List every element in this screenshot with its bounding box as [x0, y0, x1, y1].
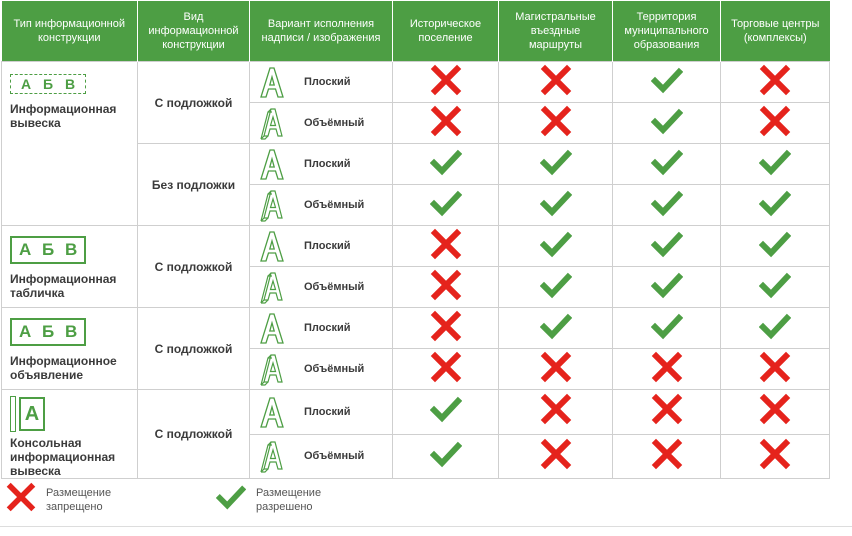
check-icon — [651, 206, 683, 223]
variant-label: Объёмный — [304, 450, 365, 463]
check-icon — [540, 247, 572, 264]
check-icon — [759, 247, 791, 264]
mark-cell — [613, 267, 721, 308]
mark-cell — [499, 349, 613, 390]
cross-icon — [540, 457, 572, 474]
cross-icon — [759, 457, 791, 474]
check-icon — [216, 482, 246, 517]
check-icon — [759, 288, 791, 305]
header-type: Тип информационной конструкции — [2, 1, 138, 62]
letter-a-icon — [258, 311, 286, 345]
cross-icon — [540, 412, 572, 429]
mark-cell — [393, 267, 499, 308]
variant-cell — [250, 62, 393, 103]
header-variant: Вариант исполнения надписи / изображения — [250, 1, 393, 62]
subtype-cell: С подложкой — [138, 226, 250, 308]
mark-cell — [499, 434, 613, 479]
mark-cell — [613, 103, 721, 144]
cross-icon — [430, 124, 462, 141]
check-icon — [651, 83, 683, 100]
letter-a-icon — [258, 147, 286, 181]
variant-cell — [250, 434, 393, 479]
legend-line: разрешено — [256, 500, 313, 513]
mark-cell — [393, 308, 499, 349]
variant-cell — [250, 185, 393, 226]
mark-cell — [721, 390, 830, 435]
mark-cell — [499, 226, 613, 267]
cross-icon — [6, 482, 36, 517]
mark-cell — [613, 308, 721, 349]
header-kind: Вид информационной конструкции — [138, 1, 250, 62]
check-icon — [430, 165, 462, 182]
mark-cell — [393, 103, 499, 144]
type-cell-plate — [2, 226, 138, 308]
console-letter: А — [19, 397, 45, 431]
mark-cell — [499, 185, 613, 226]
cross-icon — [759, 370, 791, 387]
mark-cell — [393, 226, 499, 267]
mark-cell — [613, 226, 721, 267]
variant-cell — [250, 103, 393, 144]
mark-cell — [721, 185, 830, 226]
header-row — [2, 1, 830, 62]
check-icon — [540, 329, 572, 346]
subtype-cell: С подложкой — [138, 308, 250, 390]
mark-cell — [721, 144, 830, 185]
variant-label: Плоский — [304, 76, 351, 88]
check-icon — [430, 206, 462, 223]
mark-cell — [721, 62, 830, 103]
mark-cell — [499, 308, 613, 349]
mark-cell — [499, 267, 613, 308]
variant-label: Объёмный — [304, 363, 365, 375]
check-icon — [540, 165, 572, 182]
legend-text — [256, 486, 321, 514]
type-name: Консольная информационная вывеска — [10, 436, 116, 478]
check-icon — [430, 412, 462, 429]
cross-icon — [651, 412, 683, 429]
mark-cell — [393, 349, 499, 390]
divider — [0, 526, 852, 527]
letter-a-icon — [258, 270, 286, 304]
variant-label: Плоский — [304, 322, 351, 334]
mark-cell — [721, 226, 830, 267]
variant-label: Объёмный — [304, 281, 365, 293]
check-icon — [430, 457, 462, 474]
letter-a-icon — [258, 395, 286, 429]
mark-cell — [499, 62, 613, 103]
check-icon — [540, 288, 572, 305]
mark-cell — [393, 144, 499, 185]
mark-cell — [613, 390, 721, 435]
legend-line: запрещено — [46, 500, 103, 513]
mark-cell — [393, 185, 499, 226]
variant-label: Плоский — [304, 158, 351, 170]
cross-icon — [759, 412, 791, 429]
type-cell-notice — [2, 308, 138, 390]
header-highways: Магистральные въездные маршруты — [499, 1, 613, 62]
console-bracket — [10, 396, 16, 432]
variant-label: Плоский — [304, 405, 351, 418]
mark-cell — [499, 144, 613, 185]
variant-cell — [250, 226, 393, 267]
cross-icon — [430, 329, 462, 346]
cross-icon — [430, 288, 462, 305]
variant-cell — [250, 308, 393, 349]
variant-cell — [250, 267, 393, 308]
placement-table — [1, 1, 830, 479]
check-icon — [759, 329, 791, 346]
check-icon — [651, 288, 683, 305]
mark-cell — [613, 185, 721, 226]
letter-a-icon — [258, 65, 286, 99]
table-row — [2, 308, 830, 349]
subtype-cell: С подложкой — [138, 62, 250, 144]
type-cell-console — [2, 390, 138, 479]
check-icon — [759, 165, 791, 182]
cross-icon — [430, 83, 462, 100]
mark-cell — [721, 349, 830, 390]
notice-logo: А Б В — [10, 318, 86, 346]
header-historic: Историческое поселение — [393, 1, 499, 62]
mark-cell — [393, 390, 499, 435]
type-cell-sign — [2, 62, 138, 226]
variant-cell — [250, 144, 393, 185]
type-name: Информационная табличка — [10, 272, 117, 300]
cross-icon — [430, 247, 462, 264]
cross-icon — [540, 370, 572, 387]
cross-icon — [540, 124, 572, 141]
legend-allowed — [216, 482, 321, 517]
mark-cell — [393, 434, 499, 479]
check-icon — [540, 206, 572, 223]
mark-cell — [721, 103, 830, 144]
header-malls: Торговые центры (комплексы) — [721, 1, 830, 62]
mark-cell — [613, 144, 721, 185]
cross-icon — [651, 457, 683, 474]
type-name: Информационная вывеска — [10, 102, 117, 130]
variant-label: Объёмный — [304, 117, 365, 129]
table-row — [2, 390, 830, 435]
check-icon — [651, 247, 683, 264]
mark-cell — [721, 267, 830, 308]
letter-a-icon — [258, 229, 286, 263]
check-icon — [651, 124, 683, 141]
subtype-cell: С подложкой — [138, 390, 250, 479]
letter-a-icon — [258, 439, 286, 473]
cross-icon — [759, 124, 791, 141]
mark-cell — [613, 349, 721, 390]
mark-cell — [721, 434, 830, 479]
legend-forbidden — [6, 482, 111, 517]
cross-icon — [759, 83, 791, 100]
variant-cell — [250, 349, 393, 390]
cross-icon — [651, 370, 683, 387]
check-icon — [651, 165, 683, 182]
console-logo — [10, 396, 131, 432]
mark-cell — [499, 390, 613, 435]
cross-icon — [430, 370, 462, 387]
letter-a-icon — [258, 106, 286, 140]
check-icon — [651, 329, 683, 346]
table-row — [2, 62, 830, 103]
variant-label: Плоский — [304, 240, 351, 252]
cross-icon — [540, 83, 572, 100]
legend-line: Размещение — [46, 486, 112, 499]
header-municipal: Территория муниципального образования — [613, 1, 721, 62]
mark-cell — [721, 308, 830, 349]
variant-label: Объёмный — [304, 199, 365, 211]
letter-a-icon — [258, 352, 286, 386]
variant-cell — [250, 390, 393, 435]
plate-logo: А Б В — [10, 236, 86, 264]
legend-line: Размещение — [256, 486, 322, 499]
subtype-cell: Без подложки — [138, 144, 250, 226]
mark-cell — [613, 62, 721, 103]
letter-a-icon — [258, 188, 286, 222]
mark-cell — [393, 62, 499, 103]
mark-cell — [613, 434, 721, 479]
mark-cell — [499, 103, 613, 144]
table-row — [2, 226, 830, 267]
sign-logo: А Б В — [10, 74, 86, 94]
legend-text — [46, 486, 111, 514]
check-icon — [759, 206, 791, 223]
type-name: Информационное объявление — [10, 354, 117, 382]
